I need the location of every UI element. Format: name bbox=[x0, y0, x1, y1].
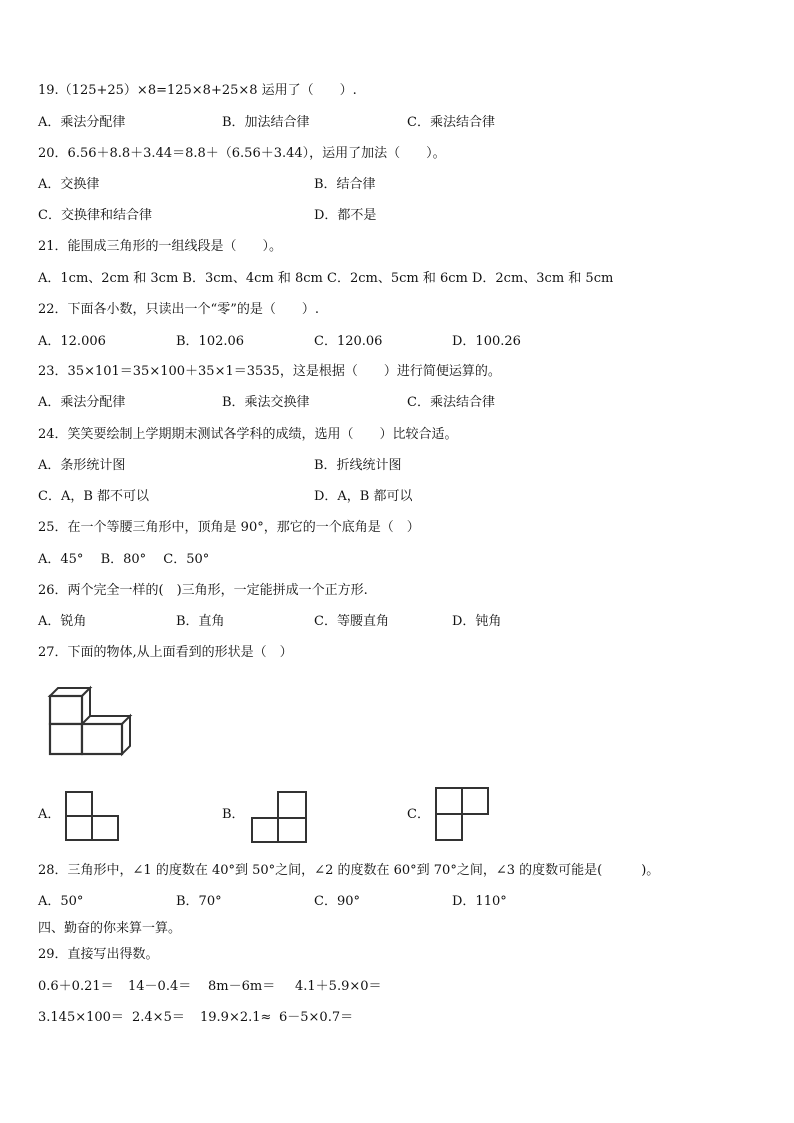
q20-option-d: D．都不是 bbox=[314, 208, 377, 223]
q28-option-c: C．90° bbox=[314, 894, 360, 909]
q29-expr: 19.9×2.1≈ bbox=[200, 1010, 272, 1025]
q20-option-c: C．交换律和结合律 bbox=[38, 208, 152, 223]
q28-option-d: D．110° bbox=[452, 894, 507, 909]
section-four-title: 四、勤奋的你来算一算。 bbox=[38, 921, 182, 936]
q29-expr: 6－5×0.7＝ bbox=[279, 1010, 354, 1025]
q29-expr: 3.145×100＝ bbox=[38, 1010, 124, 1025]
q29-expr: 0.6＋0.21＝ bbox=[38, 979, 114, 994]
q26-option-d: D．钝角 bbox=[452, 614, 502, 629]
q27-option-c: C． bbox=[407, 807, 430, 822]
q20-option-b: B．结合律 bbox=[314, 177, 376, 192]
q27-option-a: A． bbox=[38, 807, 61, 822]
q29-stem: 29．直接写出得数。 bbox=[38, 947, 159, 962]
q29-expr: 4.1＋5.9×0＝ bbox=[295, 979, 382, 994]
q21-options: A．1cm、2cm 和 3cm B．3cm、4cm 和 8cm C．2cm、5cm 和 6cm D．2cm、3cm 和 5cm bbox=[38, 271, 614, 286]
q20-stem: 20．6.56＋8.8＋3.44＝8.8＋（6.56＋3.44），运用了加法（ ）。 bbox=[38, 146, 446, 161]
q24-option-b: B．折线统计图 bbox=[314, 458, 402, 473]
q28-option-b: B．70° bbox=[176, 894, 222, 909]
q28-option-a: A．50° bbox=[38, 894, 84, 909]
q24-option-d: D．A，B 都可以 bbox=[314, 489, 413, 504]
q27-option-b-shape bbox=[250, 790, 308, 844]
q25-stem: 25．在一个等腰三角形中，顶角是 90°，那它的一个底角是（ ） bbox=[38, 520, 420, 535]
q20-option-a: A．交换律 bbox=[38, 177, 100, 192]
q19-option-b: B．加法结合律 bbox=[222, 115, 310, 130]
q22-option-d: D．100.26 bbox=[452, 334, 521, 349]
cube-stack-figure bbox=[46, 684, 138, 760]
q21-stem: 21．能围成三角形的一组线段是（ ）。 bbox=[38, 239, 283, 254]
q19-option-a: A．乘法分配律 bbox=[38, 115, 126, 130]
q27-option-a-shape bbox=[64, 790, 120, 842]
q25-options: A．45° B．80° C．50° bbox=[38, 552, 210, 567]
q26-stem: 26．两个完全一样的( )三角形，一定能拼成一个正方形. bbox=[38, 583, 368, 598]
q22-option-b: B．102.06 bbox=[176, 334, 245, 349]
q19-stem: 19.（125+25）×8=125×8+25×8 运用了（ ）. bbox=[38, 83, 357, 98]
q28-stem: 28．三角形中，∠1 的度数在 40°到 50°之间，∠2 的度数在 60°到 70°之间，∠3 的度数可能是( )。 bbox=[38, 863, 660, 878]
q27-option-b: B． bbox=[222, 807, 245, 822]
q27-stem: 27．下面的物体,从上面看到的形状是（ ） bbox=[38, 645, 293, 660]
q22-option-c: C．120.06 bbox=[314, 334, 383, 349]
q24-option-c: C．A，B 都不可以 bbox=[38, 489, 150, 504]
q26-option-b: B．直角 bbox=[176, 614, 225, 629]
q29-expr: 14－0.4＝ bbox=[128, 979, 192, 994]
q29-expr: 2.4×5＝ bbox=[132, 1010, 185, 1025]
q23-option-a: A．乘法分配律 bbox=[38, 395, 126, 410]
q22-stem: 22．下面各小数，只读出一个“零”的是（ ）. bbox=[38, 302, 319, 317]
q29-expr: 8m－6m＝ bbox=[208, 979, 276, 994]
q22-option-a: A．12.006 bbox=[38, 334, 106, 349]
q23-option-c: C．乘法结合律 bbox=[407, 395, 495, 410]
q26-option-c: C．等腰直角 bbox=[314, 614, 389, 629]
q23-option-b: B．乘法交换律 bbox=[222, 395, 310, 410]
q26-option-a: A．锐角 bbox=[38, 614, 87, 629]
q27-option-c-shape bbox=[434, 786, 490, 842]
q19-option-c: C．乘法结合律 bbox=[407, 115, 495, 130]
q24-stem: 24．笑笑要绘制上学期期末测试各学科的成绩，选用（ ）比较合适。 bbox=[38, 427, 458, 442]
q23-stem: 23．35×101＝35×100＋35×1＝3535，这是根据（ ）进行简便运算的。 bbox=[38, 364, 501, 379]
q24-option-a: A．条形统计图 bbox=[38, 458, 126, 473]
